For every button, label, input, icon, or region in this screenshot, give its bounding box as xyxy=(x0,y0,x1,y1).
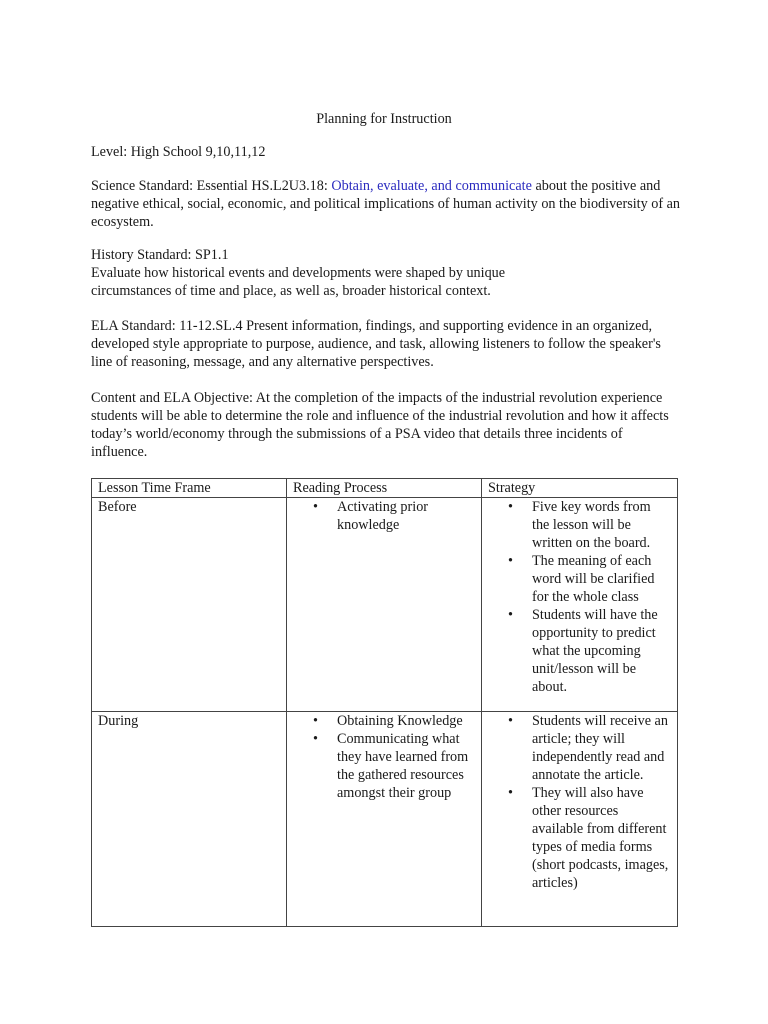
strategy-list-before xyxy=(488,498,671,696)
list-item xyxy=(313,712,475,730)
header-strategy: Strategy xyxy=(482,479,678,498)
list-item-text: Obtaining Knowledge xyxy=(337,713,463,729)
list-item xyxy=(313,730,475,802)
bullet-icon: • xyxy=(508,713,513,729)
bullet-icon: • xyxy=(313,731,318,747)
cell-strategy-before xyxy=(482,498,678,712)
science-suffix: about the positive and negative ethical, social, economic, and political implications of human activity on the biodiversity of an ecosystem. xyxy=(91,178,681,230)
science-link[interactable]: Obtain, evaluate, and communicate xyxy=(331,178,532,194)
science-standard xyxy=(91,177,681,231)
cell-frame-before: Before xyxy=(92,498,287,712)
history-standard xyxy=(91,246,681,300)
list-item xyxy=(508,552,671,606)
list-item-text: Students will have the opportunity to predict what the upcoming unit/lesson will be about. xyxy=(532,607,658,695)
list-item-text: Five key words from the lesson will be written on the board. xyxy=(532,499,651,551)
bullet-icon: • xyxy=(508,607,513,623)
cell-strategy-during xyxy=(482,712,678,927)
page-title: Planning for Instruction xyxy=(316,111,452,127)
table-row-during xyxy=(92,712,678,927)
list-item-text: Students will receive an article; they will independently read and annotate the article. xyxy=(532,713,668,783)
science-standard-text xyxy=(91,177,681,231)
ela-standard-text: ELA Standard: 11-12.SL.4 Present information, findings, and supporting evidence in an organized, developed style appropriate to purpose, audience, and task, allowing listeners to follow the speaker's line of reasoning, message, and any alternative perspectives. xyxy=(91,318,661,370)
cell-process-during xyxy=(287,712,482,927)
history-line-2: circumstances of time and place, as well as, broader historical context. xyxy=(91,283,491,299)
bullet-icon: • xyxy=(508,553,513,569)
strategy-list-during xyxy=(488,712,671,892)
process-list-during xyxy=(293,712,475,802)
level-text: Level: High School 9,10,11,12 xyxy=(91,144,266,160)
bullet-icon: • xyxy=(313,713,318,729)
list-item-text: They will also have other resources available from different types of media forms (short podcasts, images, articles) xyxy=(532,785,669,891)
process-list-before xyxy=(293,498,475,534)
list-item xyxy=(508,712,671,784)
bullet-icon: • xyxy=(508,499,513,515)
lesson-table xyxy=(91,478,678,927)
list-item xyxy=(508,498,671,552)
list-item-text: The meaning of each word will be clarified for the whole class xyxy=(532,553,655,605)
science-prefix: Science Standard: Essential HS.L2U3.18: xyxy=(91,178,332,194)
objective xyxy=(91,389,681,461)
bullet-icon: • xyxy=(313,499,318,515)
history-heading: History Standard: SP1.1 xyxy=(91,247,229,263)
cell-frame-during: During xyxy=(92,712,287,927)
list-item-text: Communicating what they have learned from the gathered resources amongst their group xyxy=(337,731,469,801)
level-line xyxy=(91,143,681,161)
cell-process-before xyxy=(287,498,482,712)
table-row-before xyxy=(92,498,678,712)
ela-standard xyxy=(91,317,681,371)
header-lesson-time-frame: Lesson Time Frame xyxy=(92,479,287,498)
table-header-row xyxy=(92,479,678,498)
list-item-text: Activating prior knowledge xyxy=(337,499,429,533)
list-item xyxy=(508,606,671,696)
bullet-icon: • xyxy=(508,785,513,801)
list-item xyxy=(508,784,671,892)
history-line-1: Evaluate how historical events and developments were shaped by unique xyxy=(91,265,506,281)
list-item xyxy=(313,498,475,534)
objective-text: Content and ELA Objective: At the completion of the impacts of the industrial revolution experience students will be able to determine the role and influence of the industrial revolution and how it affects today’s world/economy through the submissions of a PSA video that details three incidents of influence. xyxy=(91,390,669,460)
header-reading-process: Reading Process xyxy=(287,479,482,498)
